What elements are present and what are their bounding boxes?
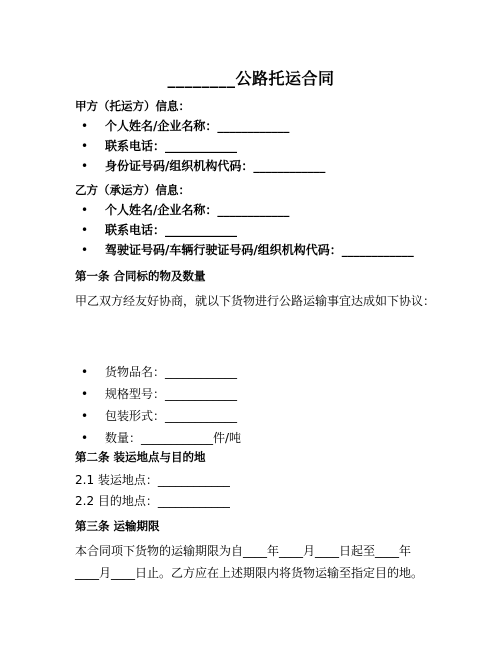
party-a-phone-field: 联系电话：____________	[105, 139, 238, 153]
party-a-heading: 甲方（托运方）信息：	[75, 99, 190, 113]
bullet: •	[81, 431, 89, 445]
bullet: •	[81, 119, 89, 133]
bullet: •	[81, 203, 89, 217]
goods-spec-field: 规格型号：____________	[105, 387, 238, 401]
bullet: •	[81, 243, 89, 257]
article-3-text: 本合同项下货物的运输期限为自____年____月____日起至____年____月____日止。乙方应在上述期限内将货物运输至指定目的地。	[75, 544, 424, 580]
party-b-phone-field: 联系电话：____________	[105, 223, 238, 237]
list-item	[75, 405, 241, 427]
list-item	[75, 383, 241, 405]
article-2-heading: 第二条 装运地点与目的地	[75, 450, 206, 464]
list-item	[75, 240, 414, 260]
bullet: •	[81, 159, 89, 173]
party-a-list	[75, 116, 325, 176]
list-item	[75, 200, 414, 220]
bullet: •	[81, 139, 89, 153]
article-1-heading: 第一条 合同标的物及数量	[75, 269, 206, 283]
list-item	[75, 136, 325, 156]
bullet: •	[81, 365, 89, 379]
list-item	[75, 427, 241, 449]
party-a-name-field: 个人姓名/企业名称：____________	[105, 119, 290, 133]
list-item	[75, 220, 414, 240]
party-b-list	[75, 200, 414, 260]
bullet: •	[81, 387, 89, 401]
destination-field: 2.2 目的地点：____________	[75, 494, 230, 508]
bullet: •	[81, 223, 89, 237]
article-3-heading: 第三条 运输期限	[75, 519, 160, 533]
party-b-name-field: 个人姓名/企业名称：____________	[105, 203, 290, 217]
list-item	[75, 156, 325, 176]
goods-quantity-field: 数量：____________件/吨	[105, 431, 242, 445]
goods-list	[75, 361, 241, 449]
party-a-id-field: 身份证号码/组织机构代码：____________	[105, 159, 326, 173]
loading-place-field: 2.1 装运地点：____________	[75, 473, 230, 487]
party-b-heading: 乙方（承运方）信息：	[75, 183, 190, 197]
page-title: ________公路托运合同	[167, 69, 335, 88]
goods-name-field: 货物品名：____________	[105, 365, 238, 379]
list-item	[75, 116, 325, 136]
party-b-license-field: 驾驶证号码/车辆行驶证号码/组织机构代码：____________	[105, 243, 414, 257]
goods-packaging-field: 包装形式：____________	[105, 409, 238, 423]
bullet: •	[81, 409, 89, 423]
list-item	[75, 361, 241, 383]
article-1-intro: 甲乙双方经友好协商，就以下货物进行公路运输事宜达成如下协议：	[75, 294, 436, 308]
